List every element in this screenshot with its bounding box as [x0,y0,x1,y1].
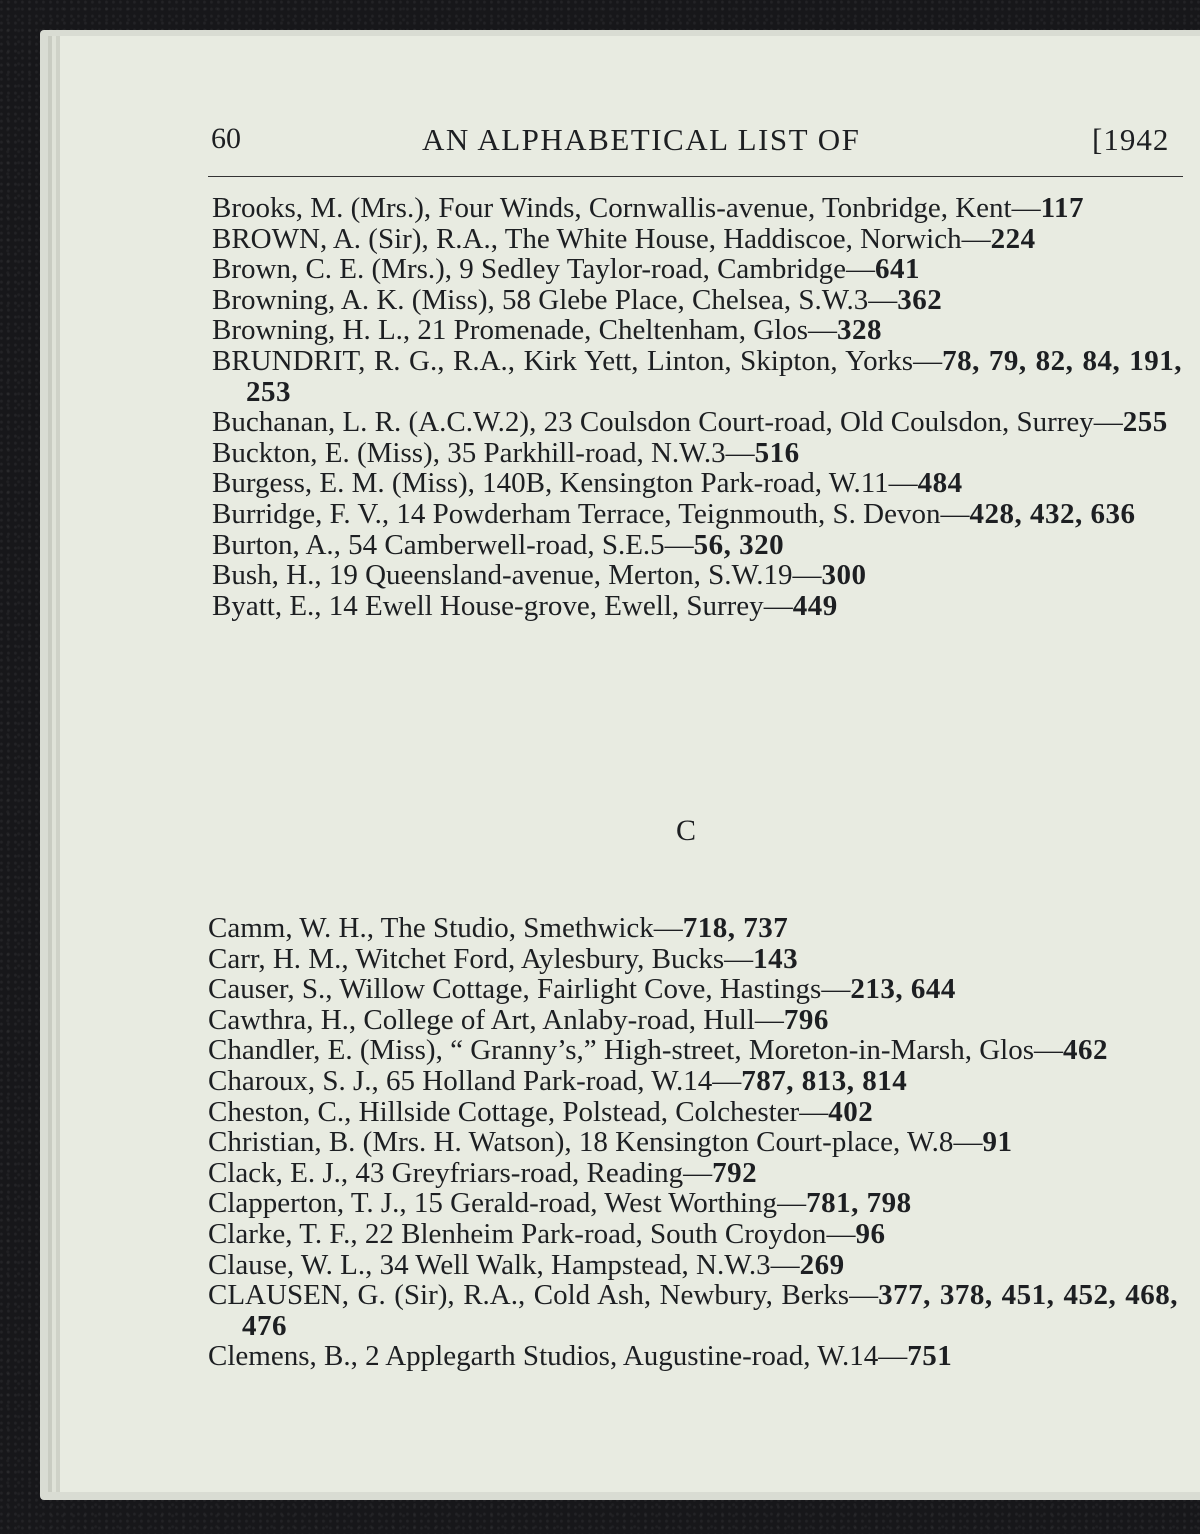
directory-entry [208,1250,1178,1281]
directory-entry [212,438,1182,469]
entry-catalogue-numbers: 402 [828,1095,874,1128]
entry-separator: — [683,1156,713,1189]
entry-separator: — [770,1248,800,1281]
directory-entry [208,1341,1178,1372]
entry-separator: — [724,942,754,975]
directory-entry [208,1158,1178,1189]
entry-text: Clarke, T. F., 22 Blenheim Park-road, South Croydon [208,1217,827,1250]
entry-catalogue-numbers: 255 [1122,406,1168,439]
entry-catalogue-numbers: 484 [917,467,963,500]
entry-text: Burton, A., 54 Camberwell-road, S.E.5 [212,528,665,561]
entry-separator: — [1011,192,1041,224]
entry-catalogue-numbers: 91 [982,1126,1013,1159]
entry-catalogue-numbers: 143 [753,942,799,975]
directory-entry [208,1066,1178,1097]
entry-separator: — [763,589,793,622]
directory-entry [212,193,1182,224]
entry-catalogue-numbers: 269 [799,1248,845,1281]
directory-entry [208,1035,1178,1066]
entry-separator: — [1093,406,1123,439]
entry-text: Charoux, S. J., 65 Holland Park-road, W.14 [208,1064,713,1097]
directory-entry [208,974,1178,1005]
entry-catalogue-numbers: 362 [897,283,943,316]
running-title: AN ALPHABETICAL LIST OF [422,122,861,157]
directory-entry [208,1127,1178,1158]
entry-catalogue-numbers: 787, 813, 814 [741,1064,908,1097]
directory-entry [212,407,1182,438]
entry-text: BROWN, A. (Sir), R.A., The White House, Haddiscoe, Norwich [212,222,962,255]
entry-separator: — [913,344,943,377]
entry-text: Browning, A. K. (Miss), 58 Glebe Place, Chelsea, S.W.3 [212,283,869,316]
entry-text: Clemens, B., 2 Applegarth Studios, Augustine-road, W.14 [208,1340,879,1373]
entry-catalogue-numbers: 718, 737 [682,912,789,944]
entry-separator: — [653,912,683,944]
entry-text: BRUNDRIT, R. G., R.A., Kirk Yett, Linton, Skipton, Yorks [212,344,914,377]
entry-catalogue-numbers: 300 [821,559,867,592]
directory-entry [208,1219,1178,1250]
entry-text: Clapperton, T. J., 15 Gerald-road, West Worthing [208,1187,778,1220]
directory-entry [212,285,1182,316]
entry-catalogue-numbers: 117 [1040,192,1085,224]
entry-text: Buchanan, L. R. (A.C.W.2), 23 Coulsdon Court-road, Old Coulsdon, Surrey [212,406,1094,439]
entry-catalogue-numbers: 792 [712,1156,758,1189]
header-rule [208,176,1183,177]
directory-entry [208,913,1178,944]
entry-catalogue-numbers: 213, 644 [850,973,956,1006]
entry-text: Cheston, C., Hillside Cottage, Polstead, Colchester [208,1095,800,1128]
directory-entry [208,944,1178,975]
directory-entry [212,591,1182,622]
entry-text: Clause, W. L., 34 Well Walk, Hampstead, N.W.3 [208,1248,771,1281]
entry-catalogue-numbers: 462 [1062,1034,1108,1067]
entry-separator: — [868,283,898,316]
entry-separator: — [961,222,991,255]
entry-separator: — [725,436,755,469]
directory-entry [208,1280,1178,1341]
entry-separator: — [821,973,851,1006]
entry-separator: — [888,467,918,500]
directory-entry [208,1188,1178,1219]
entry-catalogue-numbers: 751 [907,1340,953,1373]
entry-text: Cawthra, H., College of Art, Anlaby-road, Hull [208,1003,755,1036]
entry-text: Byatt, E., 14 Ewell House-grove, Ewell, Surrey [212,589,764,622]
entry-text: Carr, H. M., Witchet Ford, Aylesbury, Bucks [208,942,725,975]
entry-separator: — [849,1279,879,1312]
directory-entry [208,1005,1178,1036]
entry-text: CLAUSEN, G. (Sir), R.A., Cold Ash, Newbury, Berks [208,1279,850,1312]
section-c-entries [208,913,1178,1372]
section-letter-c: C [676,814,697,847]
entry-catalogue-numbers: 224 [990,222,1036,255]
entry-separator: — [792,559,822,592]
entry-separator: — [1033,1034,1063,1067]
directory-entry [212,346,1182,407]
entry-separator: — [664,528,694,561]
section-b-entries [212,193,1182,621]
directory-entry [212,254,1182,285]
year-label: [1942 [1092,122,1170,157]
entry-text: Brooks, M. (Mrs.), Four Winds, Cornwallis-avenue, Tonbridge, Kent [212,192,1012,224]
entry-text: Buckton, E. (Miss), 35 Parkhill-road, N.W.3 [212,436,726,469]
entry-text: Brown, C. E. (Mrs.), 9 Sedley Taylor-road, Cambridge [212,253,846,286]
page-header [60,36,1200,176]
entry-catalogue-numbers: 781, 798 [806,1187,912,1220]
entry-text: Causer, S., Willow Cottage, Fairlight Cove, Hastings [208,973,822,1006]
directory-entry [212,315,1182,346]
entry-separator: — [878,1340,908,1373]
entry-catalogue-numbers: 328 [837,314,883,347]
entry-catalogue-numbers: 796 [783,1003,829,1036]
entry-separator: — [826,1217,856,1250]
entry-catalogue-numbers: 78, 79, 82, 84, 191, 253 [246,344,1182,408]
entry-catalogue-numbers: 56, 320 [693,528,785,561]
entry-text: Burgess, E. M. (Miss), 140B, Kensington Park-road, W.11 [212,467,889,500]
entry-text: Clack, E. J., 43 Greyfriars-road, Reading [208,1156,684,1189]
entry-separator: — [845,253,875,286]
entry-catalogue-numbers: 641 [874,253,920,286]
entry-catalogue-numbers: 449 [792,589,838,622]
entry-text: Christian, B. (Mrs. H. Watson), 18 Kensington Court-place, W.8 [208,1126,954,1159]
page-number: 60 [211,122,241,155]
entry-catalogue-numbers: 428, 432, 636 [969,497,1136,530]
entry-text: Bush, H., 19 Queensland-avenue, Merton, S.W.19 [212,559,793,592]
directory-entry [208,1097,1178,1128]
entry-separator: — [777,1187,807,1220]
directory-entry [212,468,1182,499]
directory-entry [212,499,1182,530]
entry-separator: — [940,497,970,530]
entry-text: Burridge, F. V., 14 Powderham Terrace, Teignmouth, S. Devon [212,497,941,530]
entry-separator: — [712,1064,742,1097]
directory-entry [212,224,1182,255]
entry-separator: — [754,1003,784,1036]
entry-separator: — [953,1126,983,1159]
entry-catalogue-numbers: 377, 378, 451, 452, 468, 476 [242,1279,1178,1342]
entry-catalogue-numbers: 516 [754,436,800,469]
entry-separator: — [799,1095,829,1128]
book-page [60,36,1200,1492]
entry-catalogue-numbers: 96 [855,1217,886,1250]
entry-text: Browning, H. L., 21 Promenade, Cheltenham, Glos [212,314,809,347]
entry-separator: — [808,314,838,347]
entry-text: Camm, W. H., The Studio, Smethwick [208,912,654,944]
directory-entry [212,530,1182,561]
directory-entry [212,560,1182,591]
entry-text: Chandler, E. (Miss), “ Granny’s,” High-street, Moreton-in-Marsh, Glos [208,1034,1034,1067]
